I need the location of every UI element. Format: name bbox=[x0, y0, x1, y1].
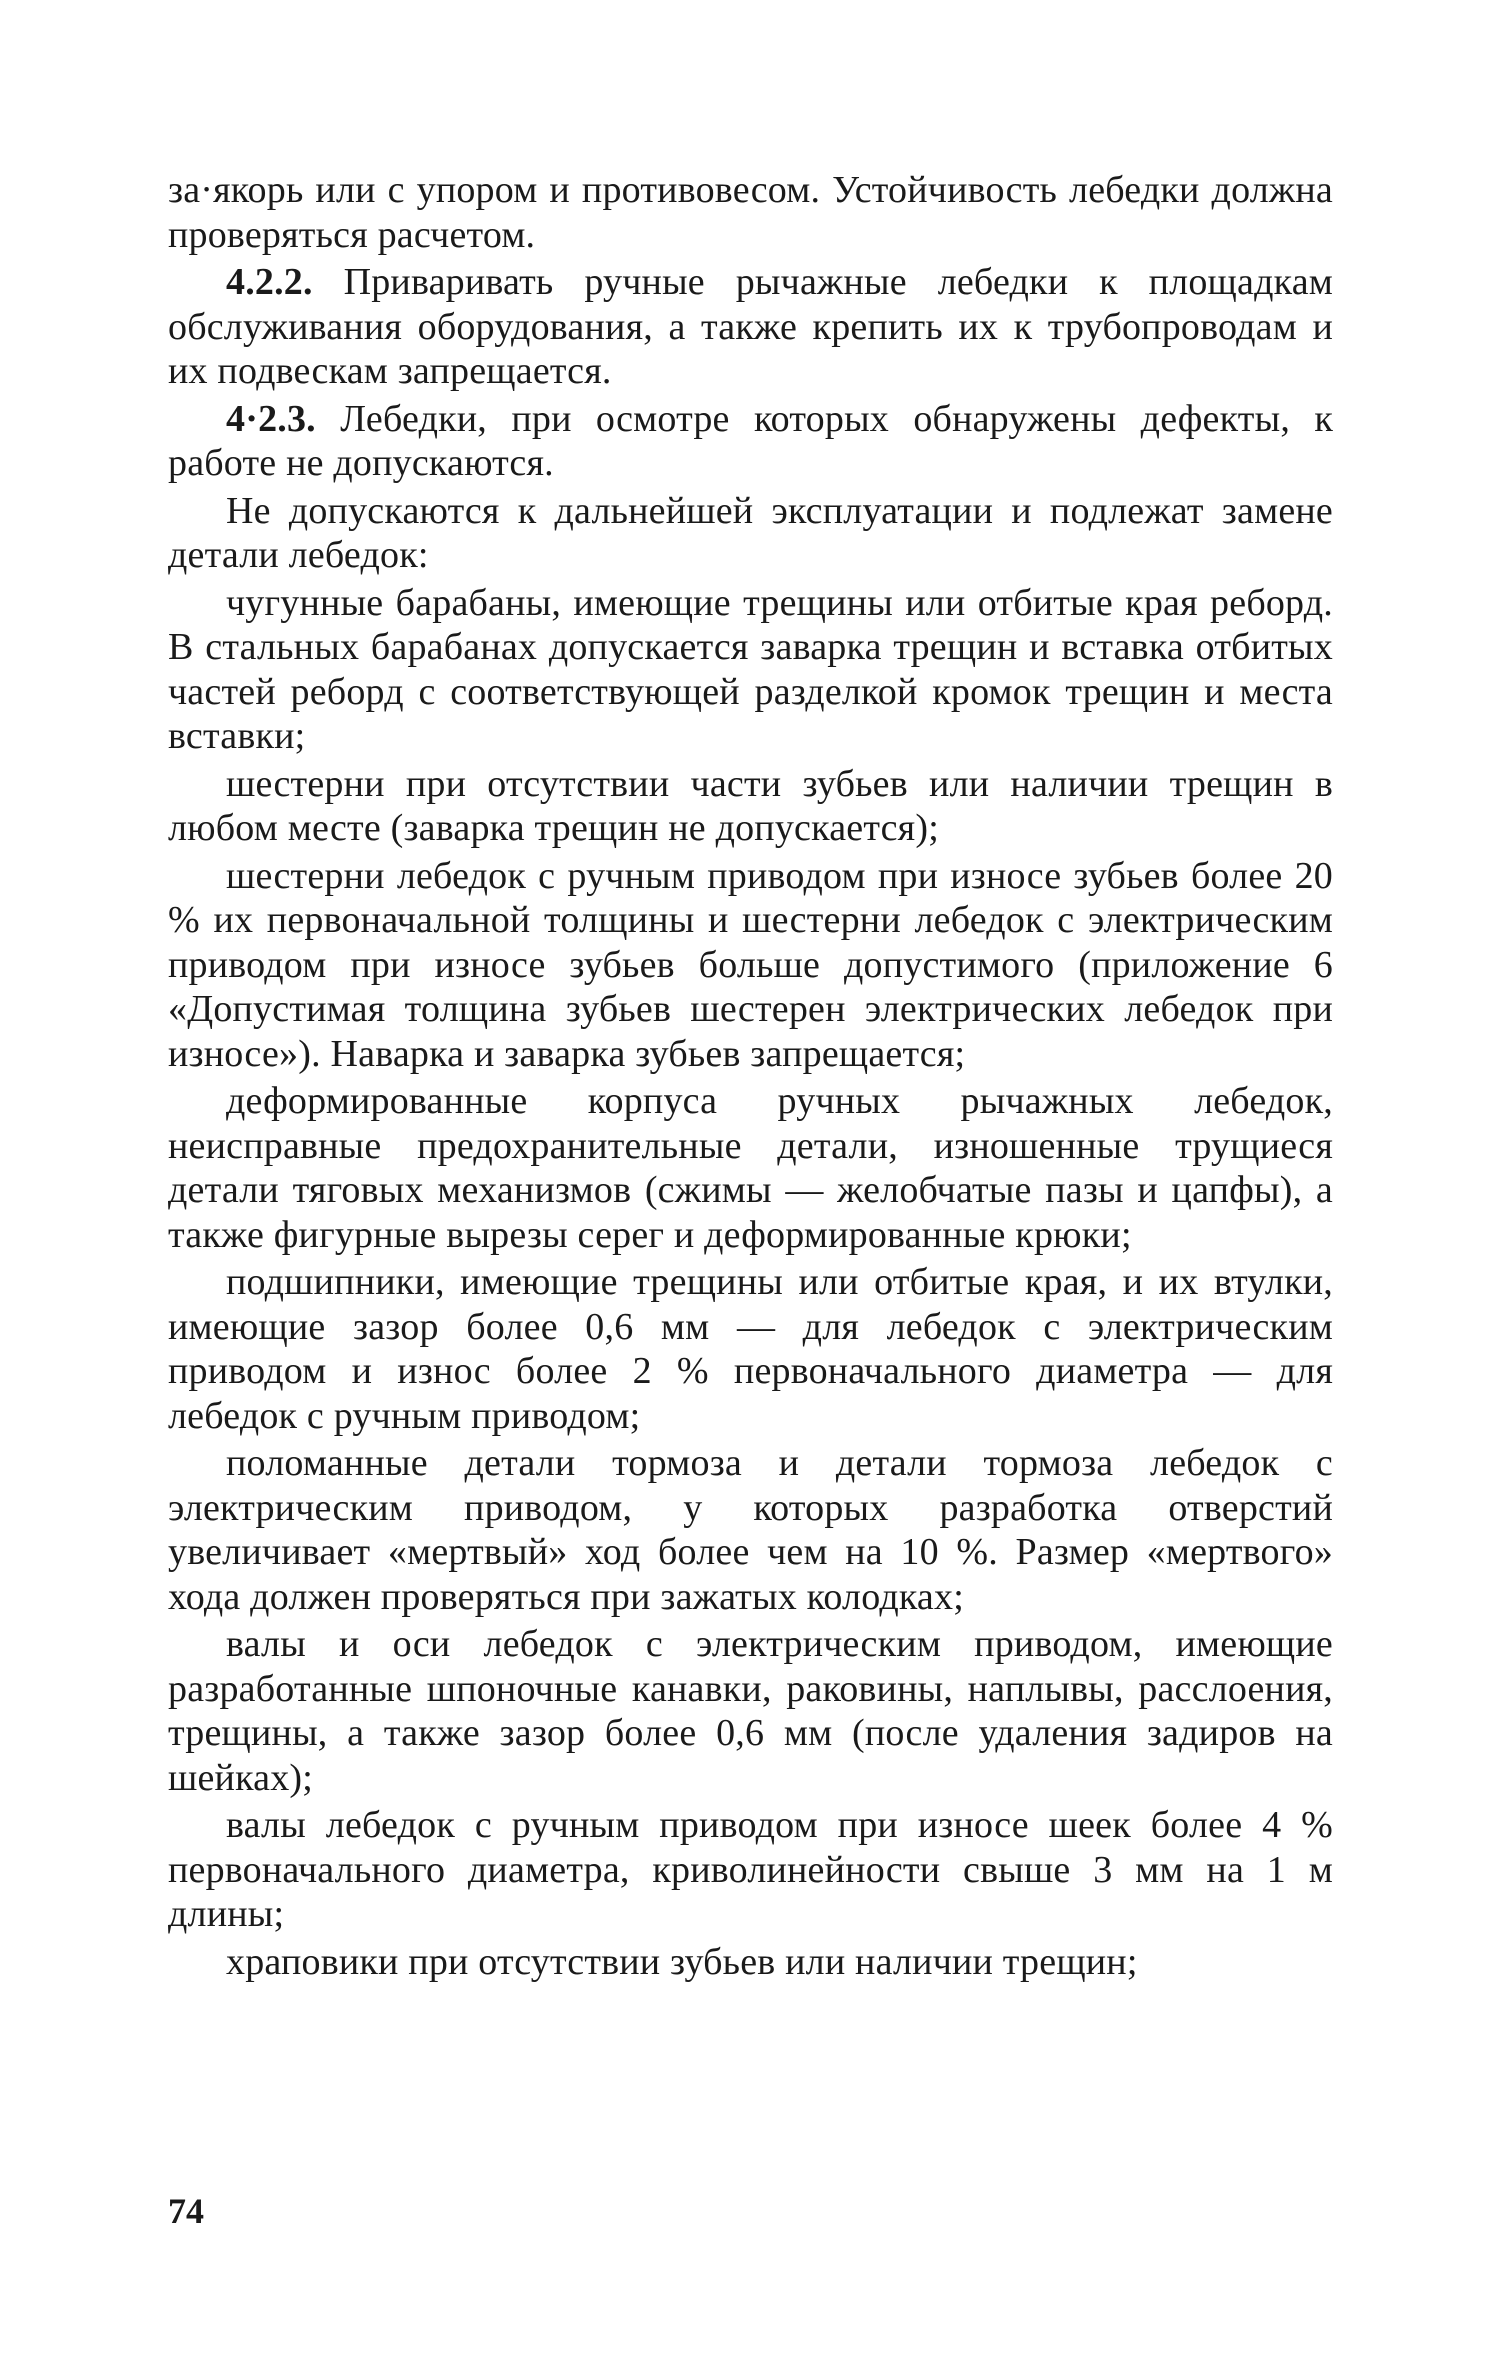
list-item bbox=[168, 1622, 1333, 1800]
paragraph-text: Приваривать ручные рычажные лебедки к площадкам обслуживания оборудования, а также крепить их к трубопроводам и их подвескам запрещается. bbox=[168, 261, 1334, 392]
list-item bbox=[168, 854, 1333, 1077]
paragraph-intro-list bbox=[168, 489, 1333, 578]
paragraph-4-2-2 bbox=[168, 260, 1333, 394]
list-item bbox=[168, 1260, 1333, 1438]
page-body bbox=[168, 168, 1333, 1987]
paragraph-continuation bbox=[168, 168, 1333, 257]
paragraph-text: Лебедки, при осмотре которых обнаружены дефекты, к работе не допускаются. bbox=[168, 397, 1334, 484]
paragraph-text: шестерни лебедок с ручным приводом при износе зубьев более 20 % их первоначальной толщины и шестерни лебедок с электрическим приводом при износе зубьев больше допустимого (приложение 6 «Допустимая толщина зубьев шестерен электрических лебедок при износе»). Наварка и заварка зубьев запрещается; bbox=[168, 854, 1333, 1075]
section-number: 4.2.2. bbox=[226, 261, 313, 303]
paragraph-text: подшипники, имеющие трещины или отбитые края, и их втулки, имеющие зазор более 0,6 мм — для лебедок с электрическим приводом и износ более 2 % первоначального диаметра — для лебедок с ручным приводом; bbox=[168, 1261, 1333, 1437]
list-item bbox=[168, 1441, 1333, 1619]
paragraph-text: храповики при отсутствии зубьев или наличии трещин; bbox=[226, 1940, 1138, 1983]
list-item bbox=[168, 581, 1333, 759]
list-item bbox=[168, 1079, 1333, 1257]
paragraph-text: поломанные детали тормоза и детали тормоза лебедок с электрическим приводом, у которых разработка отверстий увеличивает «мертвый» ход более чем на 10 %. Размер «мертвого» хода должен проверяться при зажатых колодках; bbox=[168, 1442, 1333, 1618]
paragraph-text: шестерни при отсутствии части зубьев или наличии трещин в любом месте (заварка трещин не допускается); bbox=[168, 762, 1333, 849]
list-item bbox=[168, 762, 1333, 851]
paragraph-text: валы и оси лебедок с электрическим приводом, имеющие разработанные шпоночные канавки, раковины, наплывы, расслоения, трещины, а также зазор более 0,6 мм (после удаления задиров на шейках); bbox=[168, 1623, 1333, 1799]
list-item bbox=[168, 1940, 1333, 1985]
paragraph-4-2-3 bbox=[168, 397, 1333, 486]
paragraph-text: валы лебедок с ручным приводом при износе шеек более 4 % первоначального диаметра, криволинейности свыше 3 мм на 1 м длины; bbox=[168, 1804, 1333, 1935]
page-number: 74 bbox=[168, 2191, 204, 2231]
paragraph-text: Не допускаются к дальнейшей эксплуатации и подлежат замене детали лебедок: bbox=[168, 489, 1333, 576]
list-item bbox=[168, 1803, 1333, 1937]
paragraph-text: деформированные корпуса ручных рычажных лебедок, неисправные предохранительные детали, изношенные трущиеся детали тяговых механизмов (сжимы — желобчатые пазы и цапфы), а также фигурные вырезы серег и деформированные крюки; bbox=[168, 1080, 1333, 1256]
paragraph-text: чугунные барабаны, имеющие трещины или отбитые края реборд. В стальных барабанах допускается заварка трещин и вставка отбитых частей реборд с соответствующей разделкой кромок трещин и места вставки; bbox=[168, 581, 1333, 757]
section-number: 4·2.3. bbox=[226, 397, 316, 440]
paragraph-text: за·якорь или с упором и противовесом. Устойчивость лебедки должна проверяться расчетом. bbox=[168, 169, 1333, 256]
